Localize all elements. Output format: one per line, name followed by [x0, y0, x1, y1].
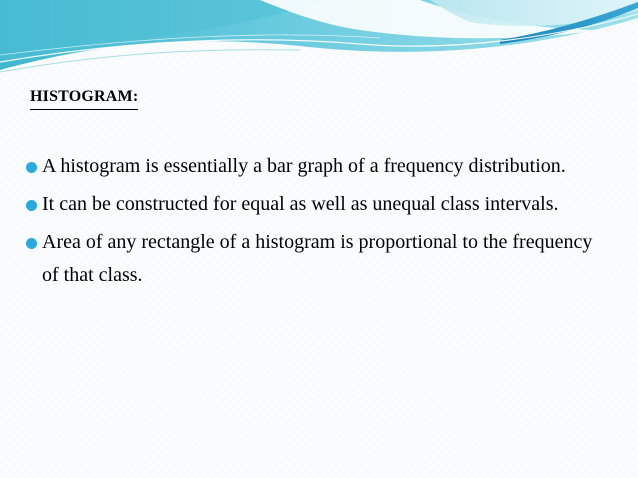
bullet-item: [24, 188, 604, 221]
bullet-list: [24, 150, 604, 297]
slide-title: HISTOGRAM:: [30, 88, 138, 110]
bullet-dot-icon: [26, 238, 37, 249]
header-wave-decoration: [0, 0, 638, 80]
bullet-dot-icon: [26, 162, 37, 173]
bullet-text: A histogram is essentially a bar graph of a frequency distribution.: [42, 155, 566, 177]
bullet-item: [24, 150, 604, 183]
bullet-item: [24, 226, 604, 292]
bullet-dot-icon: [26, 200, 37, 211]
bullet-text: It can be constructed for equal as well as unequal class intervals.: [42, 193, 559, 215]
bullet-text: Area of any rectangle of a histogram is proportional to the frequency of that class.: [42, 231, 593, 286]
